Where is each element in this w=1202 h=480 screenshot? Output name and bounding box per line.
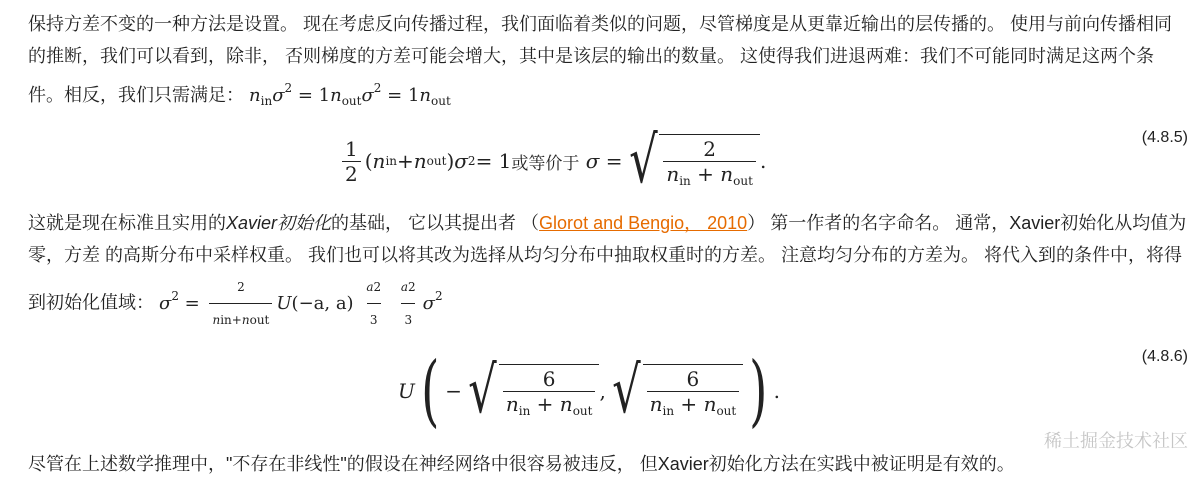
- sqrt-left: √ $\frac{6}{n_{in} + n_{out}}$: [462, 359, 599, 423]
- equation-number-4-8-5: (4.8.5): [1141, 129, 1188, 146]
- paragraph-2: 这就是现在标准且实用的Xavier初始化的基础， 它以其提出者 （Glorot and Bengio， 2010） 第一作者的名字命名。 通常，Xavier初始化从均值为零，方差 的高斯分布中采样权重。 我们也可以将其改为选择从均匀分布中抽取权重时的方差。 注意均匀分布的方差为。 将代入到的条件中，将得到初始化值域： $\sigma^2$ = $\frac{2}{\text{nin+nout}}$ U(−a, a) $\frac{a2}{3}$ $\frac{a2}{3}$ $\sigma^2$: [28, 207, 1188, 336]
- left-paren: (: [420, 346, 440, 436]
- equation-number-4-8-6: (4.8.6): [1141, 348, 1188, 365]
- frac-one-half: $\frac{1}{2}$: [342, 137, 361, 186]
- citation-link-glorot-bengio[interactable]: Glorot and Bengio， 2010: [539, 213, 748, 233]
- equation-4-8-5: [28, 117, 1188, 207]
- inline-range-math: $\sigma^2$ = $\frac{2}{\text{nin+nout}}$ U(−a, a) $\frac{a2}{3}$ $\frac{a2}{3}$ $\sigma^2$: [159, 293, 443, 314]
- paragraph-3: 尽管在上述数学推理中，"不存在非线性"的假设在神经网络中很容易被违反， 但Xavier初始化方法在实践中被证明是有效的。: [28, 454, 1015, 474]
- equation-4-8-6: [28, 336, 1188, 448]
- radical-sign: √: [628, 124, 658, 198]
- article-body: [28, 8, 1188, 480]
- paragraph-1-text: 保持方差不变的一种方法是设置。 现在考虑反向传播过程，我们面临着类似的问题，尽管梯度是从更靠近输出的层传播的。 使用与前向传播相同的推断，我们可以看到，除非， 否则梯度的方差可能会增大，其中是该层的输出的数量。 这使得我们进退两难：我们不可能同时满足这两个条件。相反，我们只需满足：: [28, 14, 1172, 105]
- inline-condition-math: $n_{in}\sigma^2 = 1n_{out}\sigma^2 = 1n_{out}$: [249, 81, 451, 108]
- sqrt-expression: [623, 124, 760, 198]
- frac-2-over-sum: $\frac{2}{n_{in} + n_{out}}$: [663, 137, 756, 188]
- equation-4-8-5-body: $\frac{1}{2}$ ( n in + n out ) σ 2 = 1 或等价于 σ = √ $\frac{2}{n_{in} + n_{out}}$ .: [338, 123, 766, 199]
- equivalent-text: 或等价于: [511, 153, 580, 174]
- sqrt-right: √ $\frac{6}{n_{in} + n_{out}}$: [606, 359, 743, 423]
- xavier-init-emphasis: Xavier初始化: [226, 213, 332, 233]
- watermark: 稀土掘金技术社区: [1044, 431, 1188, 452]
- right-paren: ): [749, 346, 768, 436]
- equation-4-8-6-body: U ( − √ $\frac{6}{n_{in} + n_{out}}$ , √ $\frac{6}{n_{in} + n_{out}}$ ) .: [398, 346, 781, 436]
- paragraph-1: [28, 8, 1188, 117]
